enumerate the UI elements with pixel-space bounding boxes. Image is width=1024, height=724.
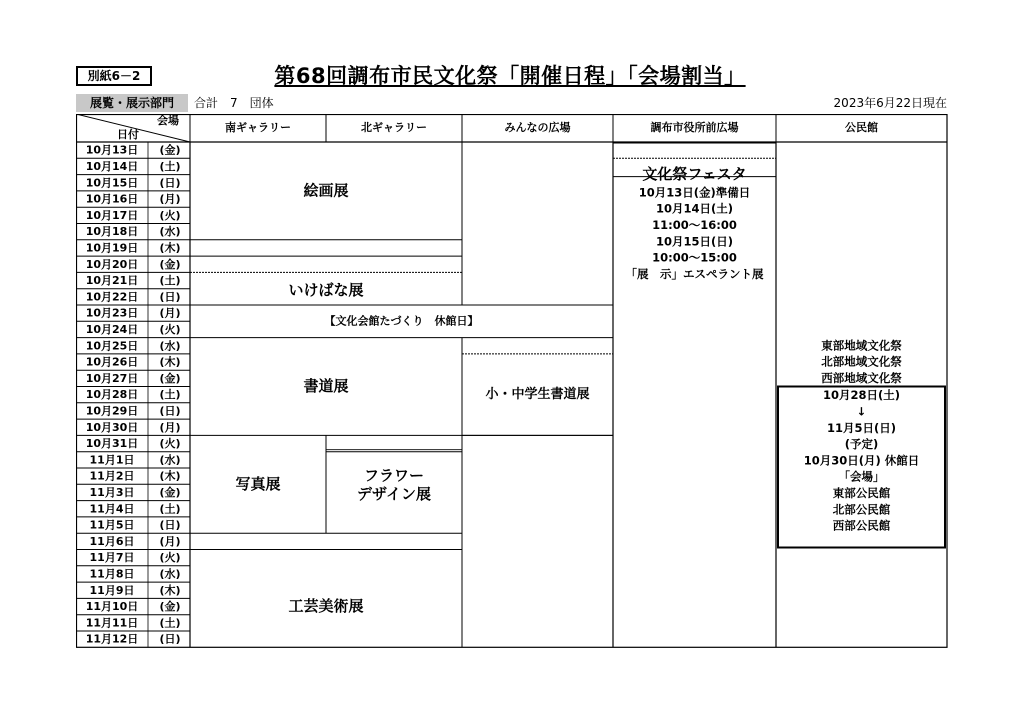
date-cell: 10月13日 bbox=[85, 143, 139, 157]
date-cell: 10月26日 bbox=[85, 355, 139, 369]
weekday-cell: (土) bbox=[159, 274, 181, 288]
kominkan-detail-2: ↓ bbox=[856, 404, 867, 419]
date-cell: 10月27日 bbox=[85, 371, 139, 385]
date-cell: 10月21日 bbox=[85, 274, 139, 288]
date-cell: 11月12日 bbox=[85, 632, 139, 646]
kominkan-detail-4: (予定) bbox=[844, 437, 879, 452]
event-kogei: 工芸美術展 bbox=[288, 597, 364, 616]
weekday-cell: (木) bbox=[159, 583, 181, 597]
date-cell: 11月9日 bbox=[89, 583, 135, 597]
department-label: 展覧・展示部門 bbox=[76, 94, 188, 112]
weekday-cell: (土) bbox=[159, 159, 181, 173]
document-title: 第68回調布市民文化祭「開催日程」「会場割当」 bbox=[274, 64, 746, 88]
total-groups: 合計 7 団体 bbox=[194, 96, 274, 110]
event-shashin: 写真展 bbox=[235, 474, 281, 493]
date-cell: 10月18日 bbox=[85, 225, 139, 239]
weekday-cell: (木) bbox=[159, 469, 181, 483]
date-cell: 11月3日 bbox=[89, 485, 135, 499]
kominkan-detail-7: 東部公民館 bbox=[832, 485, 891, 500]
event-shochu-shodo: 小・中学生書道展 bbox=[485, 387, 590, 403]
weekday-cell: (木) bbox=[159, 355, 181, 369]
weekday-cell: (火) bbox=[159, 437, 181, 451]
event-kaiga: 絵画展 bbox=[303, 181, 349, 200]
date-cell: 11月5日 bbox=[89, 518, 135, 532]
festa-detail-4: 10月15日(日) bbox=[655, 234, 734, 249]
date-cell: 10月17日 bbox=[85, 208, 139, 222]
weekday-cell: (水) bbox=[159, 339, 181, 353]
weekday-cell: (月) bbox=[159, 420, 181, 434]
weekday-cell: (日) bbox=[159, 518, 181, 532]
kominkan-festival-2: 北部地域文化祭 bbox=[821, 354, 902, 369]
date-cell: 10月22日 bbox=[85, 290, 139, 304]
as-of-date: 2023年6月22日現在 bbox=[833, 96, 947, 110]
date-cell: 10月14日 bbox=[85, 159, 139, 173]
date-cell: 10月19日 bbox=[85, 241, 139, 255]
date-cell: 10月31日 bbox=[85, 437, 139, 451]
venue-header-label: 会場 bbox=[157, 114, 179, 127]
schedule-table bbox=[76, 114, 948, 659]
event-festa: 文化祭フェスタ bbox=[642, 165, 747, 184]
event-closed-day: 【文化会館たづくり 休館日】 bbox=[324, 314, 479, 328]
date-cell: 11月6日 bbox=[89, 534, 135, 548]
table-frame bbox=[77, 115, 948, 648]
weekday-cell: (金) bbox=[159, 143, 181, 157]
weekday-cell: (木) bbox=[159, 241, 181, 255]
festa-detail-1: 10月13日(金)準備日 bbox=[638, 185, 751, 200]
weekday-cell: (月) bbox=[159, 192, 181, 206]
attachment-badge: 別紙6－2 bbox=[76, 66, 152, 86]
venue-header-1: 南ギャラリー bbox=[225, 121, 291, 134]
weekday-cell: (火) bbox=[159, 208, 181, 222]
date-cell: 10月23日 bbox=[85, 306, 139, 320]
date-cell: 11月1日 bbox=[89, 453, 135, 467]
kominkan-detail-9: 西部公民館 bbox=[832, 518, 891, 533]
venue-header-4: 調布市役所前広場 bbox=[650, 121, 739, 134]
festa-detail-3: 11:00～16:00 bbox=[652, 218, 737, 232]
kominkan-detail-3: 11月5日(日) bbox=[826, 420, 897, 435]
weekday-cell: (水) bbox=[159, 567, 181, 581]
date-cell: 11月2日 bbox=[89, 469, 135, 483]
weekday-cell: (金) bbox=[159, 485, 181, 499]
weekday-cell: (土) bbox=[159, 388, 181, 402]
date-cell: 11月10日 bbox=[85, 600, 139, 614]
date-cell: 10月29日 bbox=[85, 404, 139, 418]
date-cell: 11月7日 bbox=[89, 551, 135, 565]
weekday-cell: (日) bbox=[159, 176, 181, 190]
date-cell: 11月11日 bbox=[85, 616, 139, 630]
event-ikebana: いけばな展 bbox=[288, 281, 364, 300]
kominkan-festival-3: 西部地域文化祭 bbox=[821, 370, 902, 385]
date-cell: 10月25日 bbox=[85, 339, 139, 353]
date-cell: 10月30日 bbox=[85, 420, 139, 434]
weekday-cell: (土) bbox=[159, 502, 181, 516]
weekday-cell: (金) bbox=[159, 371, 181, 385]
kominkan-detail-8: 北部公民館 bbox=[832, 502, 891, 517]
weekday-cell: (金) bbox=[159, 600, 181, 614]
weekday-cell: (土) bbox=[159, 616, 181, 630]
festa-detail-2: 10月14日(土) bbox=[655, 201, 734, 216]
event-flower-line2: デザイン展 bbox=[357, 484, 431, 503]
weekday-cell: (水) bbox=[159, 453, 181, 467]
venue-header-5: 公民館 bbox=[845, 121, 878, 134]
kominkan-detail-1: 10月28日(土) bbox=[822, 388, 901, 403]
festa-detail-5: 10:00～15:00 bbox=[652, 250, 737, 265]
venue-header-3: みんなの広場 bbox=[504, 121, 571, 134]
date-cell: 10月20日 bbox=[85, 257, 139, 271]
venue-header-2: 北ギャラリー bbox=[361, 121, 427, 134]
date-cell: 11月8日 bbox=[89, 567, 135, 581]
weekday-cell: (水) bbox=[159, 225, 181, 239]
weekday-cell: (日) bbox=[159, 290, 181, 304]
weekday-cell: (金) bbox=[159, 257, 181, 271]
date-header-label: 日付 bbox=[117, 128, 139, 141]
weekday-cell: (月) bbox=[159, 306, 181, 320]
date-cell: 10月15日 bbox=[85, 176, 139, 190]
date-cell: 11月4日 bbox=[89, 502, 135, 516]
date-cell: 10月16日 bbox=[85, 192, 139, 206]
event-flower-line1: フラワー bbox=[363, 466, 425, 485]
weekday-cell: (火) bbox=[159, 322, 181, 336]
date-cell: 10月28日 bbox=[85, 388, 139, 402]
weekday-cell: (日) bbox=[159, 632, 181, 646]
kominkan-detail-5: 10月30日(月) 休館日 bbox=[803, 453, 920, 468]
weekday-cell: (月) bbox=[159, 534, 181, 548]
kominkan-detail-6: 「会場」 bbox=[838, 469, 885, 484]
weekday-cell: (日) bbox=[159, 404, 181, 418]
event-shodo: 書道展 bbox=[303, 377, 349, 395]
festa-detail-6: 「展 示」エスペラント展 bbox=[625, 266, 764, 281]
kominkan-festival-1: 東部地域文化祭 bbox=[821, 338, 902, 353]
weekday-cell: (火) bbox=[159, 551, 181, 565]
date-cell: 10月24日 bbox=[85, 322, 139, 336]
